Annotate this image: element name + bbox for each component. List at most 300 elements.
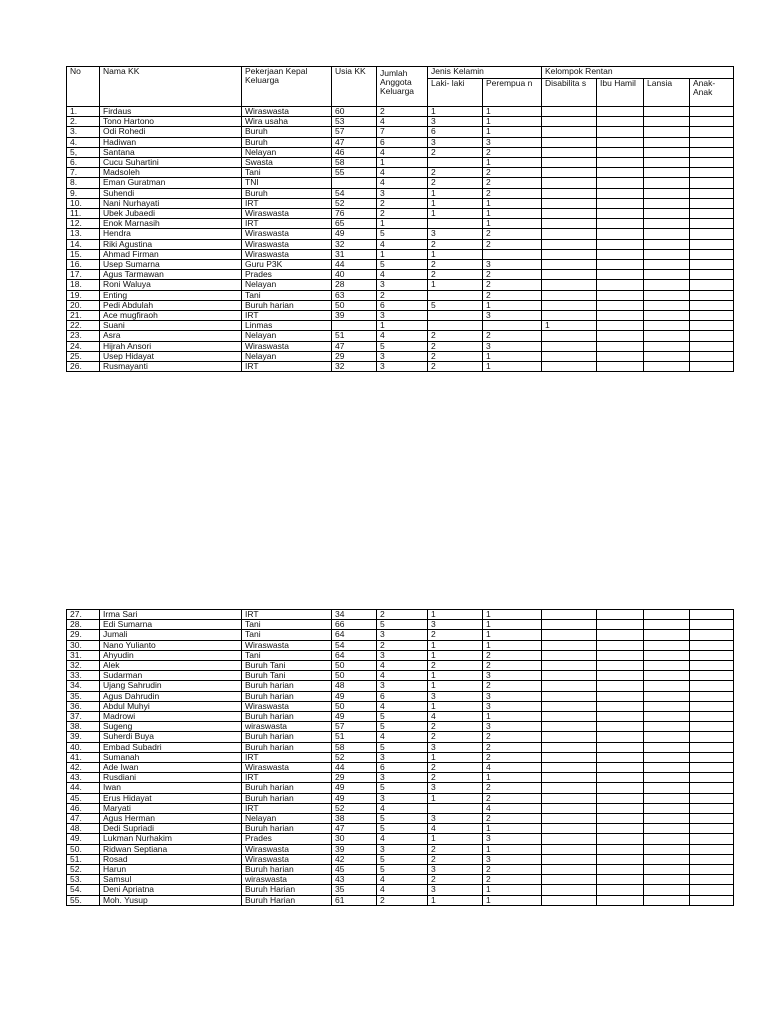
cell-lansia	[644, 362, 690, 372]
cell-usia: 31	[332, 249, 377, 259]
cell-ibu-hamil	[597, 885, 644, 895]
cell-no: 49.	[67, 834, 100, 844]
cell-lansia	[644, 249, 690, 259]
cell-perempuan: 2	[483, 168, 542, 178]
cell-ibu-hamil	[597, 712, 644, 722]
cell-jumlah: 2	[377, 198, 428, 208]
table-row	[67, 732, 734, 742]
cell-anak-anak	[690, 107, 734, 117]
cell-ibu-hamil	[597, 610, 644, 620]
cell-perempuan: 1	[483, 712, 542, 722]
cell-anak-anak	[690, 260, 734, 270]
cell-perempuan: 2	[483, 188, 542, 198]
cell-usia: 50	[332, 701, 377, 711]
cell-anak-anak	[690, 895, 734, 905]
cell-no: 26.	[67, 362, 100, 372]
cell-usia: 51	[332, 732, 377, 742]
cell-disabilitas	[542, 681, 597, 691]
cell-nama-kk: Jumali	[100, 630, 242, 640]
cell-nama-kk: Alek	[100, 661, 242, 671]
cell-no: 10.	[67, 198, 100, 208]
cell-anak-anak	[690, 640, 734, 650]
household-table-1	[66, 66, 734, 372]
cell-pekerjaan: Buruh Harian	[242, 885, 332, 895]
cell-no: 19.	[67, 290, 100, 300]
cell-jumlah: 5	[377, 712, 428, 722]
cell-disabilitas	[542, 793, 597, 803]
cell-jumlah: 1	[377, 219, 428, 229]
cell-laki-laki: 2	[428, 239, 483, 249]
cell-laki-laki: 4	[428, 824, 483, 834]
cell-jumlah: 5	[377, 341, 428, 351]
cell-jumlah: 2	[377, 290, 428, 300]
table-row	[67, 362, 734, 372]
cell-ibu-hamil	[597, 117, 644, 127]
cell-perempuan: 1	[483, 351, 542, 361]
cell-perempuan	[483, 321, 542, 331]
cell-pekerjaan: Buruh harian	[242, 865, 332, 875]
cell-no: 41.	[67, 752, 100, 762]
cell-jumlah: 2	[377, 610, 428, 620]
cell-perempuan: 1	[483, 209, 542, 219]
cell-nama-kk: Madsoleh	[100, 168, 242, 178]
cell-pekerjaan: TNI	[242, 178, 332, 188]
cell-pekerjaan: Nelayan	[242, 814, 332, 824]
table-row	[67, 691, 734, 701]
cell-pekerjaan: IRT	[242, 362, 332, 372]
cell-pekerjaan: Buruh harian	[242, 732, 332, 742]
cell-pekerjaan: Buruh harian	[242, 712, 332, 722]
cell-disabilitas	[542, 773, 597, 783]
cell-no: 48.	[67, 824, 100, 834]
cell-perempuan: 2	[483, 650, 542, 660]
cell-nama-kk: Ahyudin	[100, 650, 242, 660]
table-row	[67, 107, 734, 117]
cell-disabilitas	[542, 311, 597, 321]
cell-usia: 32	[332, 362, 377, 372]
cell-usia: 50	[332, 671, 377, 681]
cell-jumlah: 3	[377, 280, 428, 290]
cell-anak-anak	[690, 331, 734, 341]
cell-ibu-hamil	[597, 783, 644, 793]
table-row	[67, 321, 734, 331]
cell-no: 1.	[67, 107, 100, 117]
cell-disabilitas	[542, 362, 597, 372]
cell-nama-kk: Eman Guratman	[100, 178, 242, 188]
table-row	[67, 219, 734, 229]
cell-nama-kk: Cucu Suhartini	[100, 158, 242, 168]
cell-nama-kk: Embad Subadri	[100, 742, 242, 752]
table-row	[67, 260, 734, 270]
table-row	[67, 630, 734, 640]
cell-laki-laki: 2	[428, 168, 483, 178]
cell-lansia	[644, 865, 690, 875]
table-row	[67, 239, 734, 249]
cell-ibu-hamil	[597, 661, 644, 671]
cell-lansia	[644, 895, 690, 905]
cell-jumlah: 4	[377, 885, 428, 895]
cell-nama-kk: Sugeng	[100, 722, 242, 732]
cell-jumlah: 4	[377, 178, 428, 188]
cell-no: 33.	[67, 671, 100, 681]
cell-pekerjaan: IRT	[242, 773, 332, 783]
cell-nama-kk: Maryati	[100, 803, 242, 813]
cell-anak-anak	[690, 875, 734, 885]
cell-anak-anak	[690, 630, 734, 640]
cell-pekerjaan: Buruh harian	[242, 681, 332, 691]
cell-pekerjaan: Buruh harian	[242, 691, 332, 701]
cell-anak-anak	[690, 239, 734, 249]
cell-anak-anak	[690, 620, 734, 630]
cell-disabilitas	[542, 239, 597, 249]
header-disabilitas: Disabilita s	[542, 79, 597, 107]
cell-anak-anak	[690, 783, 734, 793]
cell-lansia	[644, 640, 690, 650]
table-row	[67, 640, 734, 650]
cell-laki-laki: 3	[428, 742, 483, 752]
cell-perempuan: 3	[483, 671, 542, 681]
cell-nama-kk: Nano Yulianto	[100, 640, 242, 650]
cell-ibu-hamil	[597, 280, 644, 290]
cell-usia: 38	[332, 814, 377, 824]
cell-usia: 44	[332, 260, 377, 270]
table-row	[67, 834, 734, 844]
cell-anak-anak	[690, 814, 734, 824]
cell-pekerjaan: Wiraswasta	[242, 209, 332, 219]
cell-no: 50.	[67, 844, 100, 854]
cell-jumlah: 5	[377, 854, 428, 864]
cell-laki-laki: 1	[428, 280, 483, 290]
cell-perempuan: 2	[483, 229, 542, 239]
cell-anak-anak	[690, 773, 734, 783]
cell-jumlah: 3	[377, 311, 428, 321]
cell-jumlah: 2	[377, 107, 428, 117]
cell-disabilitas	[542, 844, 597, 854]
cell-perempuan: 1	[483, 844, 542, 854]
cell-jumlah: 3	[377, 351, 428, 361]
cell-no: 35.	[67, 691, 100, 701]
cell-laki-laki: 2	[428, 722, 483, 732]
cell-laki-laki	[428, 158, 483, 168]
cell-pekerjaan: IRT	[242, 311, 332, 321]
cell-ibu-hamil	[597, 701, 644, 711]
table-row	[67, 229, 734, 239]
cell-lansia	[644, 803, 690, 813]
cell-nama-kk: Sumanah	[100, 752, 242, 762]
household-table-2	[66, 609, 734, 906]
cell-disabilitas	[542, 640, 597, 650]
cell-lansia	[644, 137, 690, 147]
cell-jumlah: 4	[377, 671, 428, 681]
cell-disabilitas	[542, 147, 597, 157]
cell-lansia	[644, 351, 690, 361]
cell-perempuan: 1	[483, 127, 542, 137]
cell-anak-anak	[690, 793, 734, 803]
cell-ibu-hamil	[597, 209, 644, 219]
cell-usia: 49	[332, 712, 377, 722]
cell-laki-laki: 3	[428, 620, 483, 630]
cell-no: 32.	[67, 661, 100, 671]
cell-no: 7.	[67, 168, 100, 178]
cell-jumlah: 1	[377, 249, 428, 259]
cell-pekerjaan: Nelayan	[242, 331, 332, 341]
cell-nama-kk: Rosad	[100, 854, 242, 864]
cell-pekerjaan: IRT	[242, 752, 332, 762]
cell-perempuan: 3	[483, 137, 542, 147]
cell-perempuan: 4	[483, 803, 542, 813]
cell-laki-laki: 3	[428, 691, 483, 701]
cell-nama-kk: Nani Nurhayati	[100, 198, 242, 208]
cell-nama-kk: Rusdiani	[100, 773, 242, 783]
cell-perempuan: 2	[483, 814, 542, 824]
cell-usia: 61	[332, 895, 377, 905]
cell-perempuan: 1	[483, 362, 542, 372]
cell-lansia	[644, 875, 690, 885]
cell-laki-laki: 1	[428, 198, 483, 208]
cell-nama-kk: Firdaus	[100, 107, 242, 117]
cell-laki-laki	[428, 290, 483, 300]
cell-jumlah: 5	[377, 814, 428, 824]
cell-disabilitas	[542, 752, 597, 762]
cell-laki-laki: 3	[428, 783, 483, 793]
cell-laki-laki: 3	[428, 814, 483, 824]
table-row	[67, 650, 734, 660]
cell-disabilitas	[542, 701, 597, 711]
cell-anak-anak	[690, 763, 734, 773]
cell-disabilitas	[542, 219, 597, 229]
table-row	[67, 844, 734, 854]
cell-disabilitas	[542, 650, 597, 660]
cell-disabilitas	[542, 783, 597, 793]
cell-jumlah: 3	[377, 793, 428, 803]
cell-pekerjaan: Wiraswasta	[242, 854, 332, 864]
cell-lansia	[644, 763, 690, 773]
cell-perempuan	[483, 249, 542, 259]
cell-pekerjaan: Prades	[242, 270, 332, 280]
cell-laki-laki: 1	[428, 671, 483, 681]
cell-usia: 57	[332, 722, 377, 732]
cell-usia: 47	[332, 824, 377, 834]
cell-disabilitas: 1	[542, 321, 597, 331]
cell-lansia	[644, 311, 690, 321]
cell-nama-kk: Usep Sumarna	[100, 260, 242, 270]
cell-ibu-hamil	[597, 834, 644, 844]
cell-usia: 58	[332, 158, 377, 168]
cell-nama-kk: Ade Iwan	[100, 763, 242, 773]
header-nama-kk: Nama KK	[100, 67, 242, 107]
cell-perempuan: 3	[483, 341, 542, 351]
cell-pekerjaan: Tani	[242, 630, 332, 640]
cell-usia: 52	[332, 198, 377, 208]
cell-perempuan: 1	[483, 824, 542, 834]
cell-jumlah: 1	[377, 321, 428, 331]
table-row	[67, 742, 734, 752]
cell-nama-kk: Erus Hidayat	[100, 793, 242, 803]
cell-usia: 65	[332, 219, 377, 229]
cell-pekerjaan: Buruh harian	[242, 793, 332, 803]
cell-anak-anak	[690, 300, 734, 310]
cell-nama-kk: Ace mugfiraoh	[100, 311, 242, 321]
cell-lansia	[644, 107, 690, 117]
cell-nama-kk: Moh. Yusup	[100, 895, 242, 905]
cell-jumlah: 5	[377, 722, 428, 732]
cell-laki-laki: 1	[428, 895, 483, 905]
cell-perempuan: 1	[483, 620, 542, 630]
cell-ibu-hamil	[597, 630, 644, 640]
cell-usia: 34	[332, 610, 377, 620]
cell-no: 12.	[67, 219, 100, 229]
cell-pekerjaan: Wiraswasta	[242, 701, 332, 711]
header-kelompok-rentan: Kelompok Rentan	[542, 67, 734, 79]
cell-nama-kk: Agus Herman	[100, 814, 242, 824]
cell-laki-laki: 2	[428, 178, 483, 188]
cell-jumlah: 5	[377, 865, 428, 875]
cell-perempuan: 2	[483, 793, 542, 803]
cell-laki-laki	[428, 803, 483, 813]
cell-ibu-hamil	[597, 773, 644, 783]
cell-nama-kk: Suherdi Buya	[100, 732, 242, 742]
cell-perempuan: 4	[483, 763, 542, 773]
cell-ibu-hamil	[597, 620, 644, 630]
cell-ibu-hamil	[597, 321, 644, 331]
cell-ibu-hamil	[597, 824, 644, 834]
cell-ibu-hamil	[597, 844, 644, 854]
cell-no: 52.	[67, 865, 100, 875]
cell-perempuan: 2	[483, 732, 542, 742]
cell-perempuan: 3	[483, 701, 542, 711]
cell-usia: 63	[332, 290, 377, 300]
cell-laki-laki: 4	[428, 712, 483, 722]
cell-no: 47.	[67, 814, 100, 824]
header-jenis-kelamin: Jenis Kelamin	[428, 67, 542, 79]
cell-pekerjaan: Tani	[242, 290, 332, 300]
cell-pekerjaan: Wiraswasta	[242, 763, 332, 773]
cell-usia: 47	[332, 137, 377, 147]
table-row	[67, 752, 734, 762]
cell-perempuan: 2	[483, 661, 542, 671]
cell-usia: 53	[332, 117, 377, 127]
cell-pekerjaan: IRT	[242, 610, 332, 620]
cell-laki-laki: 1	[428, 650, 483, 660]
cell-ibu-hamil	[597, 793, 644, 803]
header-anak-anak: Anak- Anak	[690, 79, 734, 107]
header-jumlah-anggota: Jumlah Anggota Keluarga	[377, 67, 428, 107]
cell-usia: 29	[332, 773, 377, 783]
cell-no: 37.	[67, 712, 100, 722]
cell-nama-kk: Suani	[100, 321, 242, 331]
cell-nama-kk: Abdul Muhyi	[100, 701, 242, 711]
table-row	[67, 280, 734, 290]
cell-anak-anak	[690, 158, 734, 168]
cell-nama-kk: Odi Rohedi	[100, 127, 242, 137]
cell-disabilitas	[542, 209, 597, 219]
cell-usia: 47	[332, 341, 377, 351]
cell-jumlah: 4	[377, 270, 428, 280]
cell-pekerjaan: Nelayan	[242, 280, 332, 290]
cell-laki-laki: 2	[428, 331, 483, 341]
cell-no: 43.	[67, 773, 100, 783]
cell-disabilitas	[542, 661, 597, 671]
cell-usia: 28	[332, 280, 377, 290]
cell-lansia	[644, 783, 690, 793]
cell-laki-laki: 2	[428, 630, 483, 640]
cell-perempuan: 1	[483, 219, 542, 229]
cell-jumlah: 6	[377, 763, 428, 773]
cell-lansia	[644, 280, 690, 290]
header-pekerjaan: Pekerjaan Kepal Keluarga	[242, 67, 332, 107]
cell-usia: 54	[332, 188, 377, 198]
cell-lansia	[644, 854, 690, 864]
table-row	[67, 803, 734, 813]
cell-nama-kk: Suhendi	[100, 188, 242, 198]
cell-nama-kk: Harun	[100, 865, 242, 875]
cell-anak-anak	[690, 270, 734, 280]
cell-pekerjaan: Wiraswasta	[242, 341, 332, 351]
cell-lansia	[644, 722, 690, 732]
table-row	[67, 351, 734, 361]
table-row	[67, 300, 734, 310]
cell-jumlah: 5	[377, 783, 428, 793]
cell-lansia	[644, 219, 690, 229]
cell-jumlah: 6	[377, 300, 428, 310]
cell-usia: 43	[332, 875, 377, 885]
cell-laki-laki: 2	[428, 854, 483, 864]
cell-perempuan: 1	[483, 640, 542, 650]
cell-ibu-hamil	[597, 803, 644, 813]
cell-disabilitas	[542, 249, 597, 259]
cell-usia: 64	[332, 650, 377, 660]
cell-nama-kk: Agus Tarmawan	[100, 270, 242, 280]
cell-disabilitas	[542, 834, 597, 844]
cell-nama-kk: Hadiwan	[100, 137, 242, 147]
cell-laki-laki: 6	[428, 127, 483, 137]
cell-laki-laki: 2	[428, 763, 483, 773]
cell-anak-anak	[690, 341, 734, 351]
cell-pekerjaan: Buruh harian	[242, 783, 332, 793]
cell-nama-kk: Rusmayanti	[100, 362, 242, 372]
cell-usia: 57	[332, 127, 377, 137]
table-row	[67, 865, 734, 875]
cell-lansia	[644, 742, 690, 752]
cell-jumlah: 4	[377, 168, 428, 178]
cell-lansia	[644, 650, 690, 660]
cell-perempuan: 2	[483, 681, 542, 691]
cell-anak-anak	[690, 752, 734, 762]
cell-laki-laki: 2	[428, 147, 483, 157]
cell-jumlah: 4	[377, 732, 428, 742]
cell-disabilitas	[542, 671, 597, 681]
cell-pekerjaan: Buruh Tani	[242, 661, 332, 671]
cell-laki-laki: 1	[428, 188, 483, 198]
cell-usia: 50	[332, 300, 377, 310]
cell-lansia	[644, 712, 690, 722]
cell-disabilitas	[542, 168, 597, 178]
cell-no: 27.	[67, 610, 100, 620]
cell-disabilitas	[542, 895, 597, 905]
table-row	[67, 773, 734, 783]
cell-usia: 51	[332, 331, 377, 341]
cell-lansia	[644, 188, 690, 198]
cell-anak-anak	[690, 137, 734, 147]
cell-lansia	[644, 844, 690, 854]
table-row	[67, 722, 734, 732]
cell-disabilitas	[542, 722, 597, 732]
table-1-body	[67, 107, 734, 372]
table-row	[67, 854, 734, 864]
cell-no: 42.	[67, 763, 100, 773]
cell-nama-kk: Ridwan Septiana	[100, 844, 242, 854]
cell-laki-laki: 2	[428, 260, 483, 270]
